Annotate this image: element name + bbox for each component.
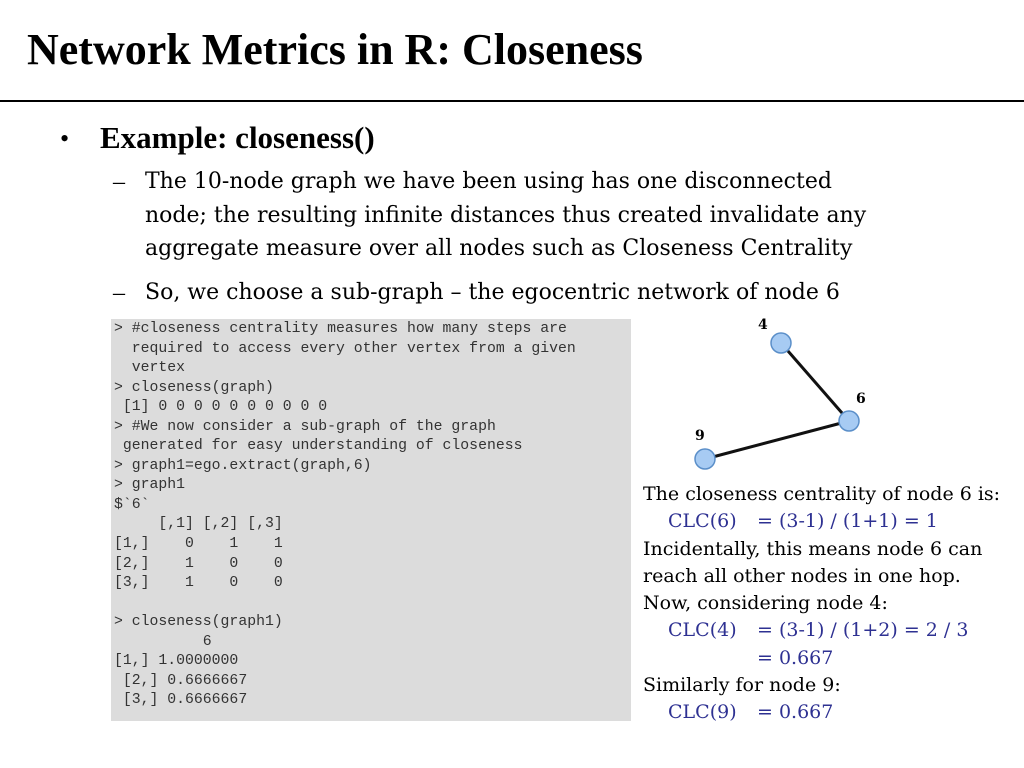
ego-network-graph [680, 312, 880, 477]
explain-line: reach all other nodes in one hop. [643, 564, 961, 587]
slide-title: Network Metrics in R: Closeness [27, 25, 643, 74]
dash-marker-2: – [113, 280, 125, 306]
clc6-value: = (3-1) / (1+1) = 1 [757, 510, 938, 533]
bullet-heading: Example: closeness() [100, 120, 375, 155]
node-label-6: 6 [856, 391, 866, 407]
clc9-value: = 0.667 [757, 701, 834, 724]
closeness-explanation [643, 481, 1021, 727]
explain-line: Similarly for node 9: [643, 674, 841, 697]
clc4-row [643, 617, 1021, 644]
r-console-output [111, 319, 631, 721]
code-text: > #closeness centrality measures how many steps are required to access every other vertex from a given vertex > closeness(graph) [1] 0 0 0 0 0 0 0 0 0 0 > #We now consider a sub-graph of the graph generated for easy understanding of closeness > graph1=ego.extract(graph,6) > graph1 $`6` [,1] [,2] [,3] [1,] 0 1 1 [2,] 1 0 0 [3,] 1 0 0 > closeness(graph1) 6 [1,] 1.0000000 [2,] 0.6666667 [3,] 0.6666667 [114, 321, 576, 709]
sub-bullet-line: The 10-node graph we have been using has one disconnected [145, 169, 832, 194]
node-6 [839, 411, 859, 431]
clc4-value-decimal: = 0.667 [757, 646, 834, 669]
explain-line: Now, considering node 4: [643, 592, 888, 615]
node-4 [771, 333, 791, 353]
clc6-label: CLC(6) [668, 510, 737, 533]
clc9-label: CLC(9) [668, 701, 737, 724]
title-divider [0, 100, 1024, 102]
sub-bullet-line: aggregate measure over all nodes such as Closeness Centrality [145, 236, 853, 261]
sub-bullet-subgraph: So, we choose a sub-graph – the egocentric network of node 6 [145, 280, 840, 305]
edge-4-6 [781, 343, 849, 421]
sub-bullet-line: node; the resulting infinite distances thus created invalidate any [145, 202, 867, 228]
clc9-row [643, 699, 1021, 726]
explain-line: Incidentally, this means node 6 can [643, 537, 983, 560]
node-9 [695, 449, 715, 469]
node-label-4: 4 [758, 317, 768, 333]
sub-bullet-disconnected [145, 165, 1005, 266]
clc6-row [643, 508, 1021, 535]
dash-marker-1: – [113, 169, 125, 195]
clc4-value: = (3-1) / (1+2) = 2 / 3 [757, 619, 969, 642]
edge-9-6 [705, 421, 849, 459]
clc4-label: CLC(4) [668, 619, 737, 642]
node-label-9: 9 [695, 428, 705, 444]
bullet-marker: • [60, 124, 70, 153]
explain-line: The closeness centrality of node 6 is: [643, 483, 1001, 505]
